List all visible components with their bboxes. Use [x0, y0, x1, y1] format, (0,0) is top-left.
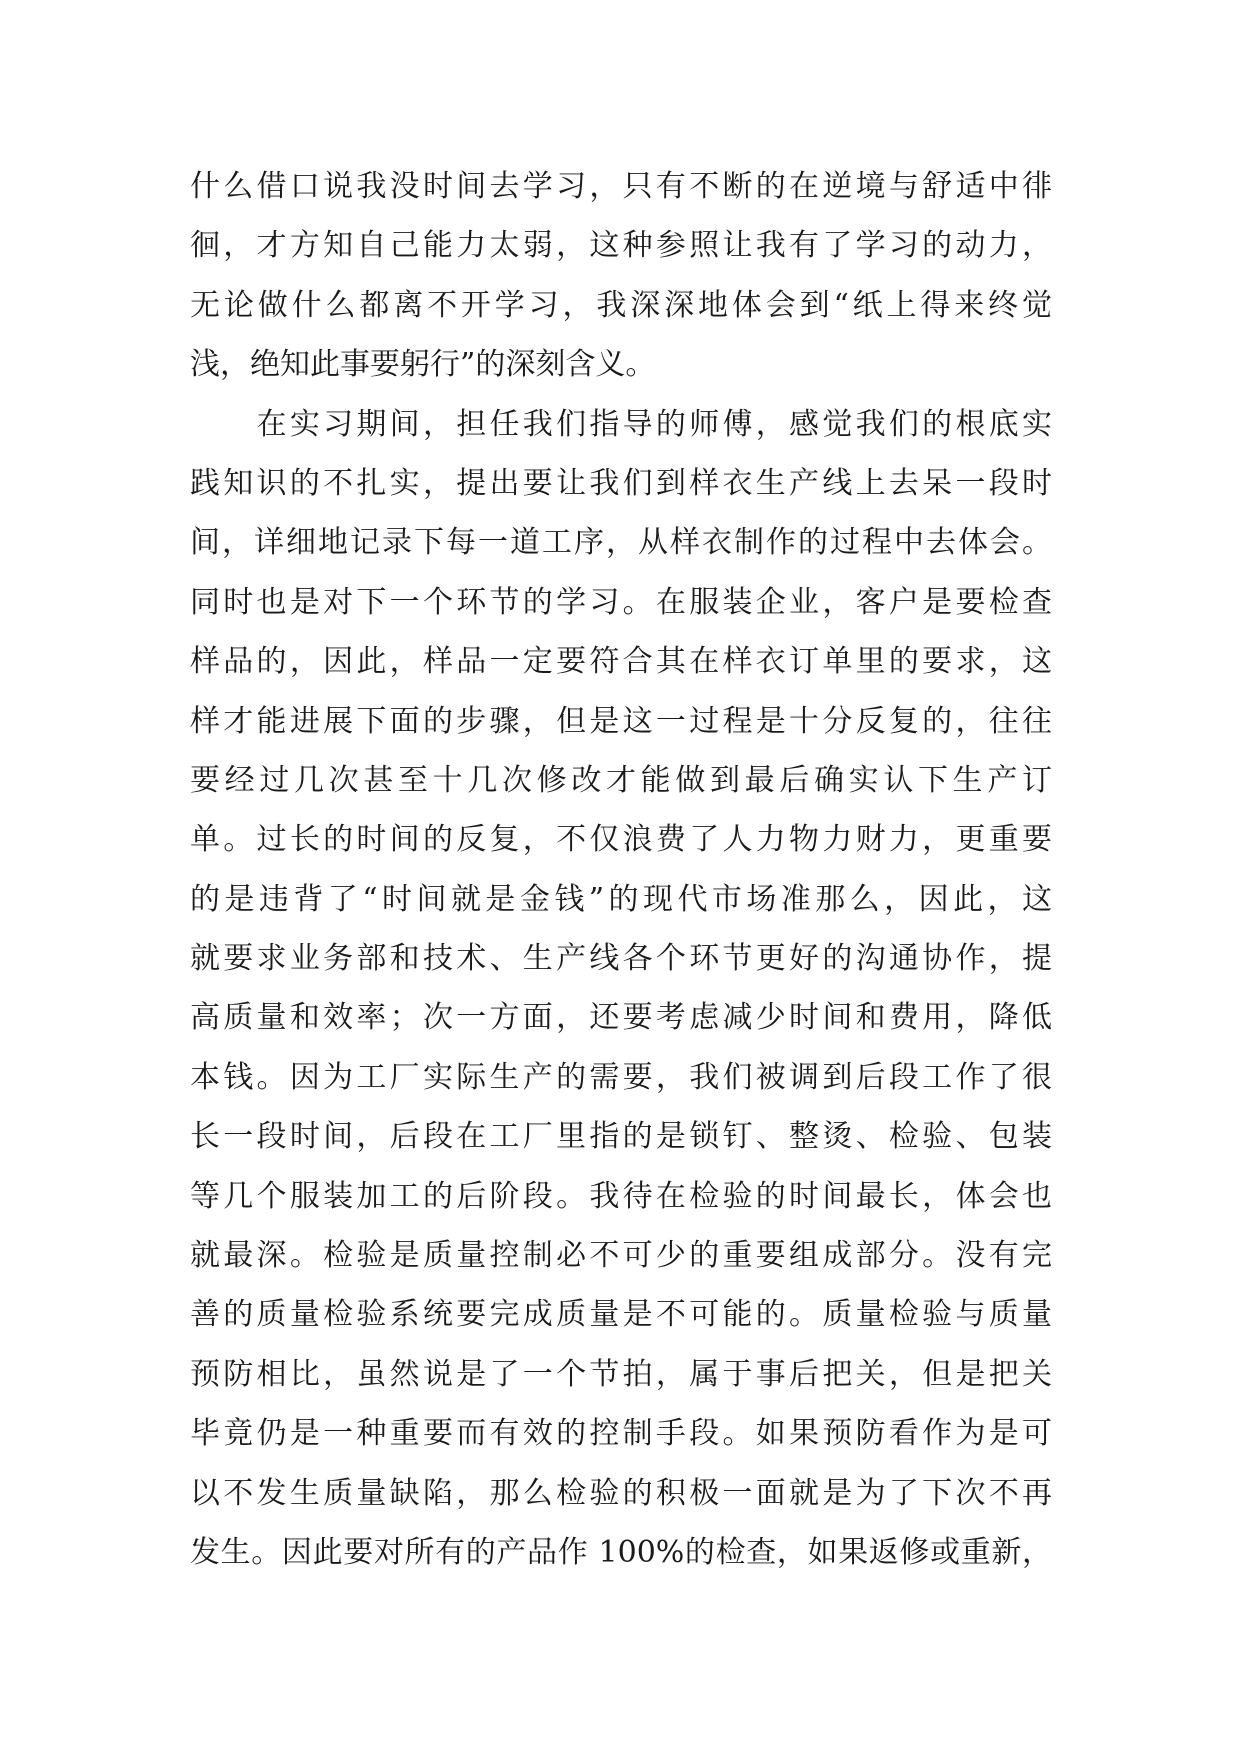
- text-line: 就最深。检验是质量控制必不可少的重要组成部分。没有完: [190, 1238, 1052, 1274]
- text-line: 本钱。因为工厂实际生产的需要，我们被调到后段工作了很: [190, 1059, 1052, 1095]
- text-line: 同时也是对下一个环节的学习。在服装企业，客户是要检查: [190, 584, 1052, 620]
- text-line: 践知识的不扎实，提出要让我们到样衣生产线上去呆一段时: [190, 465, 1052, 501]
- text-line: 什么借口说我没时间去学习，只有不断的在逆境与舒适中徘: [190, 169, 1052, 204]
- text-line: 浅，绝知此事要躬行”的深刻含义。: [190, 347, 656, 383]
- text-line: 徊，才方知自己能力太弱，这种参照让我有了学习的动力，: [190, 228, 1052, 264]
- text-line: 在实习期间，担任我们指导的师傅，感觉我们的根底实: [190, 406, 1052, 442]
- text-line: 样品的，因此，样品一定要符合其在样衣订单里的要求，这: [190, 644, 1052, 680]
- text-line: 预防相比，虽然说是了一个节拍，属于事后把关，但是把关: [190, 1356, 1052, 1392]
- text-line: 的是违背了“时间就是金钱”的现代市场准那么，因此，这: [190, 881, 1052, 917]
- text-line: 样才能进展下面的步骤，但是这一过程是十分反复的，往往: [190, 703, 1052, 739]
- text-line: 要经过几次甚至十几次修改才能做到最后确实认下生产订: [190, 762, 1052, 798]
- text-line: 等几个服装加工的后阶段。我待在检验的时间最长，体会也: [190, 1178, 1052, 1214]
- text-line: 长一段时间，后段在工厂里指的是锁钉、整烫、检验、包装: [190, 1119, 1052, 1155]
- body-text: [190, 157, 1052, 1582]
- text-line: 发生。因此要对所有的产品作 100%的检查，如果返修或重新，: [190, 1534, 1052, 1570]
- text-line: 无论做什么都离不开学习，我深深地体会到“纸上得来终觉: [190, 287, 1052, 323]
- text-line: 间，详细地记录下每一道工序，从样衣制作的过程中去体会。: [190, 525, 1052, 561]
- text-line: 以不发生质量缺陷，那么检验的积极一面就是为了下次不再: [190, 1475, 1052, 1511]
- text-line: 单。过长的时间的反复，不仅浪费了人力物力财力，更重要: [190, 822, 1052, 858]
- text-line: 毕竟仍是一种重要而有效的控制手段。如果预防看作为是可: [190, 1416, 1052, 1452]
- text-line: 高质量和效率；次一方面，还要考虑减少时间和费用，降低: [190, 1000, 1052, 1036]
- text-line: 善的质量检验系统要完成质量是不可能的。质量检验与质量: [190, 1297, 1052, 1333]
- text-line: 就要求业务部和技术、生产线各个环节更好的沟通协作，提: [190, 941, 1052, 977]
